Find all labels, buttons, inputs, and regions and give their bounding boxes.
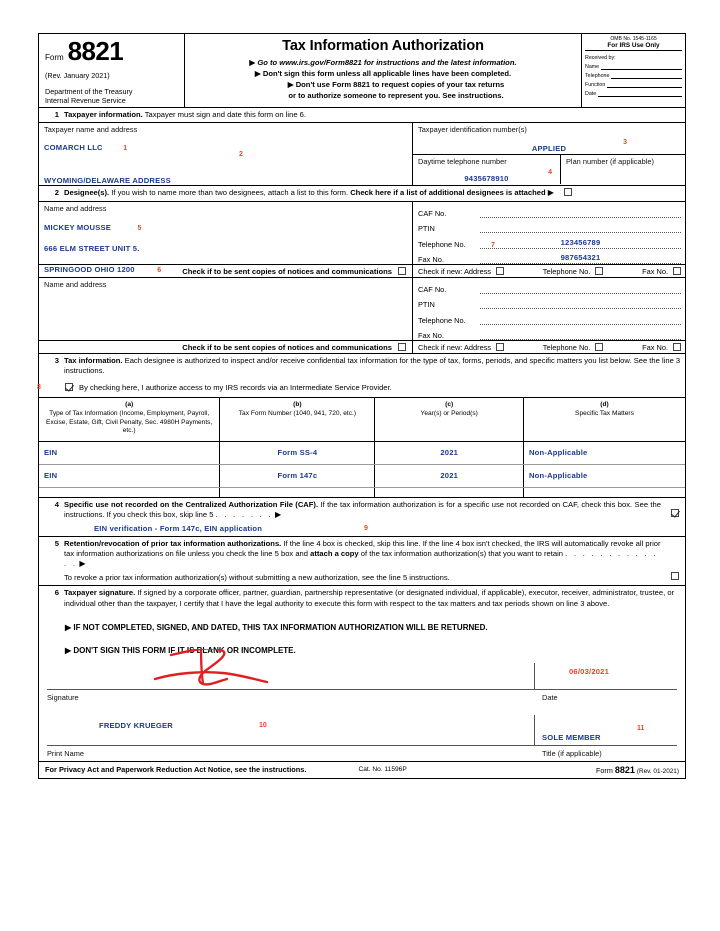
- designee-1-new-telephone-label: Telephone No.: [542, 266, 591, 276]
- irs-date-input[interactable]: [598, 89, 682, 97]
- irs-date-label: Date: [585, 91, 597, 97]
- taxpayer-address-value: WYOMING/DELAWARE ADDRESS: [44, 176, 171, 186]
- line-4-number: 4: [54, 499, 59, 509]
- irs-function-row: [585, 79, 682, 88]
- header-bullet-3: ▶ Don't use Form 8821 to request copies of your tax returns: [287, 80, 505, 89]
- table-row[interactable]: [39, 464, 685, 487]
- designee-2-copies-row: [39, 340, 412, 353]
- designee-2-block: [39, 277, 685, 353]
- line-6-warning-2: ▶ DON'T SIGN THIS FORM IF IT IS BLANK OR INCOMPLETE.: [65, 645, 296, 655]
- designee-1-ptin-row[interactable]: [413, 218, 685, 234]
- marker-5: 5: [137, 225, 142, 233]
- designee-1-block: [39, 201, 685, 277]
- designee-1-copies-checkbox[interactable]: [398, 267, 406, 275]
- designee-2-new-row: [413, 340, 685, 353]
- marker-6: 6: [157, 267, 162, 275]
- line-4-arrow-icon: ▶: [275, 509, 282, 519]
- ptin-label-2: PTIN: [418, 300, 435, 310]
- irs-date-row: [585, 88, 682, 97]
- intermediate-service-provider-row: [39, 379, 685, 397]
- line-6-text: If signed by a corporate officer, partner, guardian, partnership representative (or designated individual, if applicable), executor, receiver, administrator, trustee, or individual other than the taxpayer, I certify that I have the legal authority to execute this form with respect to the tax matters and tax periods shown on line 3 above.: [64, 588, 675, 608]
- footer-form-id: Form 8821 (Rev. 01-2021): [596, 764, 679, 775]
- irs-name-row: [585, 61, 682, 70]
- designee-1-address-2: SPRINGOOD OHIO 1200: [44, 265, 135, 275]
- column-header-b: (b) Tax Form Number (1040, 941, 720, etc.): [220, 397, 375, 441]
- line-2-text: If you wish to name more than two designees, attach a list to this form.: [111, 188, 349, 198]
- header-bullet-1: ▶ Go to www.irs.gov/Form8821 for instructions and the latest information.: [249, 58, 517, 67]
- line-5-block: [39, 536, 685, 586]
- designee-fax-label-2: Fax No.: [418, 331, 444, 341]
- intermediate-service-provider-label: By checking here, I authorize access to my IRS records via an Intermediate Service Provider.: [79, 382, 392, 392]
- caf-no-label-2: CAF No.: [418, 284, 447, 294]
- irs-telephone-input[interactable]: [611, 71, 682, 79]
- marker-11: 11: [637, 724, 645, 732]
- taxpayer-name-address-cell[interactable]: [39, 123, 413, 185]
- column-header-d: (d) Specific Tax Matters: [523, 397, 685, 441]
- designee-2-fax-row[interactable]: [413, 325, 685, 341]
- line-3-text: Each designee is authorized to inspect and/or receive confidential tax information for the type of tax, forms, periods, and specific matters you list below. See the line 3 instructions.: [64, 356, 681, 376]
- line-5-bold-2: attach a copy: [310, 549, 359, 559]
- tin-cell[interactable]: [413, 123, 685, 155]
- taxpayer-tin-block: [413, 123, 685, 185]
- catalog-number: Cat. No. 11596P: [358, 766, 407, 774]
- row-2-type: EIN: [39, 464, 220, 487]
- line-2-number: 2: [54, 188, 59, 198]
- marker-1: 1: [123, 145, 128, 153]
- designee-telephone-label-2: Telephone No.: [418, 315, 466, 325]
- plan-number-cell[interactable]: [561, 155, 685, 184]
- designee-2-caf-row[interactable]: [413, 278, 685, 294]
- irs-function-label: Function: [585, 82, 606, 88]
- line-6-warning-1: ▶ IF NOT COMPLETED, SIGNED, AND DATED, THIS TAX INFORMATION AUTHORIZATION WILL BE RETURNED.: [65, 622, 488, 632]
- print-name-label: Print Name: [47, 748, 84, 758]
- line-5-dot-leader: . . . . . . . . . . . . .: [64, 549, 658, 569]
- line-4-entry: EIN verification - Form 147c, EIN application: [94, 523, 263, 533]
- line-1-text: Taxpayer must sign and date this form on line 6.: [144, 110, 307, 119]
- designee-1-caf-block: [413, 202, 685, 264]
- line-4-bold: Specific use not recorded on the Centralized Authorization File (CAF).: [64, 499, 319, 509]
- line-5-text-3: To revoke a prior tax information authorization(s) without submitting a new authorization, see the line 5 instructions.: [64, 573, 450, 583]
- date-label: Date: [542, 692, 558, 702]
- designee-1-caf-row[interactable]: [413, 202, 685, 218]
- row-3-year: [375, 487, 524, 497]
- designee-1-new-telephone-checkbox[interactable]: [595, 267, 603, 275]
- line-6-bold: Taxpayer signature.: [64, 588, 136, 598]
- designee-1-fax-value: 987654321: [560, 253, 601, 263]
- designee-1-telephone-value: 123456789: [560, 237, 601, 247]
- designee-1-name-address-label: Name and address: [44, 204, 107, 214]
- designee-2-ptin-row[interactable]: [413, 294, 685, 310]
- designee-1-address-1: 666 ELM STREET UNIT 5.: [44, 244, 140, 254]
- marker-4: 4: [548, 169, 552, 177]
- line-4-text: If the tax information authorization is for a specific use not recorded on CAF, check this box. See the instructions. If you check this box, skip line 5: [64, 499, 661, 519]
- row-2-form: Form 147c: [220, 464, 375, 487]
- signature-label: Signature: [47, 692, 79, 702]
- irs-received-by-label: Received by:: [585, 55, 616, 61]
- line-1-heading: [39, 107, 685, 122]
- line-1-number: 1: [54, 110, 59, 119]
- daytime-phone-label: Daytime telephone number: [418, 157, 507, 167]
- line-1-fields: [39, 122, 685, 185]
- irs-received-by-row: [585, 52, 682, 61]
- row-2-year: 2021: [375, 464, 524, 487]
- designee-1-telephone-row[interactable]: [413, 233, 685, 249]
- form-header: [39, 34, 685, 107]
- line-5-arrow-icon: ▶: [79, 559, 86, 569]
- line-3-bold: Tax information.: [64, 356, 123, 366]
- row-1-form: Form SS-4: [220, 441, 375, 464]
- line-5-checkbox[interactable]: [671, 572, 679, 580]
- row-2-matters: Non-Applicable: [523, 464, 685, 487]
- row-1-matters: Non-Applicable: [523, 441, 685, 464]
- form-identity-block: [39, 34, 185, 107]
- marker-3: 3: [623, 139, 627, 147]
- line-5-number: 5: [54, 538, 59, 548]
- form-word-label: Form: [45, 53, 64, 62]
- designee-2-caf-block: [413, 278, 685, 340]
- warning-2-arrow-icon: ▶: [65, 645, 72, 655]
- line-3-number: 3: [54, 356, 59, 366]
- table-row-empty[interactable]: [39, 487, 685, 497]
- irs-use-only-block: [582, 34, 685, 107]
- additional-designees-checkbox[interactable]: [564, 188, 572, 196]
- caf-no-label: CAF No.: [418, 208, 447, 218]
- irs-telephone-label: Telephone: [585, 73, 610, 79]
- designee-telephone-label: Telephone No.: [418, 239, 466, 249]
- ptin-label: PTIN: [418, 224, 435, 234]
- form-footer: [39, 761, 685, 778]
- print-name-value: FREDDY KRUEGER: [99, 720, 173, 730]
- marker-10: 10: [259, 721, 267, 729]
- column-header-a: (a) Type of Tax Information (Income, Employment, Payroll, Excise, Estate, Gift, Civil Penalty, Sec. 4980H Payments, etc.): [39, 397, 220, 441]
- row-3-matters: [523, 487, 685, 497]
- line-6-heading: [39, 585, 685, 611]
- row-3-form: [220, 487, 375, 497]
- line-4-block: [39, 497, 685, 536]
- signature-rule: [47, 689, 677, 690]
- designee-2-new-fax-checkbox[interactable]: [673, 343, 681, 351]
- table-header-row: [39, 397, 685, 441]
- department-line-1: Department of the Treasury: [45, 87, 133, 96]
- designee-2-name-address-cell[interactable]: [39, 278, 412, 340]
- taxpayer-name-address-label: Taxpayer name and address: [44, 125, 138, 135]
- tin-label: Taxpayer identification number(s): [418, 125, 527, 135]
- row-3-type: [39, 487, 220, 497]
- row-1-type: EIN: [39, 441, 220, 464]
- marker-9: 9: [364, 524, 368, 532]
- designee-2-new-telephone-checkbox[interactable]: [595, 343, 603, 351]
- plan-number-label: Plan number (if applicable): [566, 157, 654, 167]
- taxpayer-name-value: COMARCH LLC: [44, 143, 103, 153]
- signature-date-value: 06/03/2021: [569, 666, 610, 676]
- designee-2-telephone-row[interactable]: [413, 309, 685, 325]
- tax-information-table: [39, 397, 685, 497]
- print-name-area: [39, 715, 685, 761]
- designee-1-new-fax-label: Fax No.: [642, 266, 669, 276]
- warning-1-arrow-icon: ▶: [65, 622, 72, 632]
- privacy-notice: For Privacy Act and Paperwork Reduction Act Notice, see the instructions.: [45, 765, 307, 775]
- line-4-dot-leader: . . . . . . .: [215, 509, 273, 519]
- designee-1-new-row: [413, 264, 685, 277]
- line-3-heading: [39, 353, 685, 379]
- title-label: Title (if applicable): [542, 748, 602, 758]
- irs-name-label: Name: [585, 64, 600, 70]
- form-title-block: [185, 34, 582, 107]
- daytime-phone-value: 9435678910: [464, 174, 509, 184]
- line-6-number: 6: [54, 588, 59, 598]
- designee-2-copies-label: Check if to be sent copies of notices and communications: [182, 342, 392, 352]
- line-5-text-2: of the tax information authorization(s) that you want to retain: [360, 549, 563, 559]
- title-value: SOLE MEMBER: [542, 732, 601, 742]
- form-revision: (Rev. January 2021): [45, 71, 110, 80]
- row-1-year: 2021: [375, 441, 524, 464]
- designee-2-copies-checkbox[interactable]: [398, 343, 406, 351]
- line-2-bold-2: Check here if a list of additional designees is attached: [350, 188, 546, 198]
- marker-8: 8: [37, 383, 41, 391]
- irs-name-input[interactable]: [601, 62, 682, 70]
- designee-1-new-fax-checkbox[interactable]: [673, 267, 681, 275]
- line-2-bold: Designee(s).: [64, 188, 110, 198]
- daytime-phone-cell[interactable]: [413, 155, 561, 184]
- designee-1-name: MICKEY MOUSSE: [44, 223, 112, 233]
- form-number: 8821: [67, 36, 124, 66]
- page-title: Tax Information Authorization: [282, 38, 484, 54]
- table-row[interactable]: [39, 441, 685, 464]
- designee-2-new-telephone-label: Telephone No.: [542, 342, 591, 352]
- line-2-arrow-icon: ▶: [547, 188, 554, 198]
- tin-value: APPLIED: [531, 144, 567, 154]
- designee-2-new-address-label: Check if new: Address: [418, 342, 492, 352]
- header-bullet-4: or to authorize someone to represent you. See instructions.: [288, 91, 504, 100]
- irs-form-8821: [38, 33, 686, 779]
- designee-1-new-address-checkbox[interactable]: [496, 267, 504, 275]
- line-5-text-1: If the line 4 box is checked, skip this line. If the line 4 box isn't checked, the IRS will automatically revoke all prior tax information authorizations on file unless you check the line 5 box and: [64, 538, 661, 559]
- marker-2: 2: [239, 151, 243, 159]
- designee-1-copies-label: Check if to be sent copies of notices and communications: [182, 266, 392, 276]
- column-header-c: (c) Year(s) or Period(s): [375, 397, 524, 441]
- omb-number: OMB No. 1545-1165: [610, 36, 657, 42]
- line-1-bold: Taxpayer information.: [64, 110, 143, 119]
- designee-1-new-address-label: Check if new: Address: [418, 266, 492, 276]
- intermediate-service-provider-checkbox[interactable]: [65, 383, 73, 391]
- header-bullet-2: ▶ Don't sign this form unless all applicable lines have been completed.: [254, 69, 512, 78]
- print-title-divider: [534, 715, 535, 745]
- line-4-checkbox[interactable]: [671, 509, 679, 517]
- signature-area: [39, 657, 685, 715]
- print-name-rule: [47, 745, 677, 746]
- designee-1-fax-row[interactable]: [413, 249, 685, 265]
- designee-2-new-address-checkbox[interactable]: [496, 343, 504, 351]
- marker-7: 7: [491, 241, 495, 249]
- line-5-bold: Retention/revocation of prior tax information authorizations.: [64, 538, 282, 548]
- department-line-2: Internal Revenue Service: [45, 96, 126, 106]
- designee-2-new-fax-label: Fax No.: [642, 342, 669, 352]
- irs-function-input[interactable]: [607, 80, 682, 88]
- irs-use-only-title: For IRS Use Only: [585, 42, 682, 51]
- designee-fax-label: Fax No.: [418, 255, 444, 265]
- designee-2-name-address-label: Name and address: [44, 280, 107, 290]
- signature-date-divider: [534, 663, 535, 690]
- irs-telephone-row: [585, 70, 682, 79]
